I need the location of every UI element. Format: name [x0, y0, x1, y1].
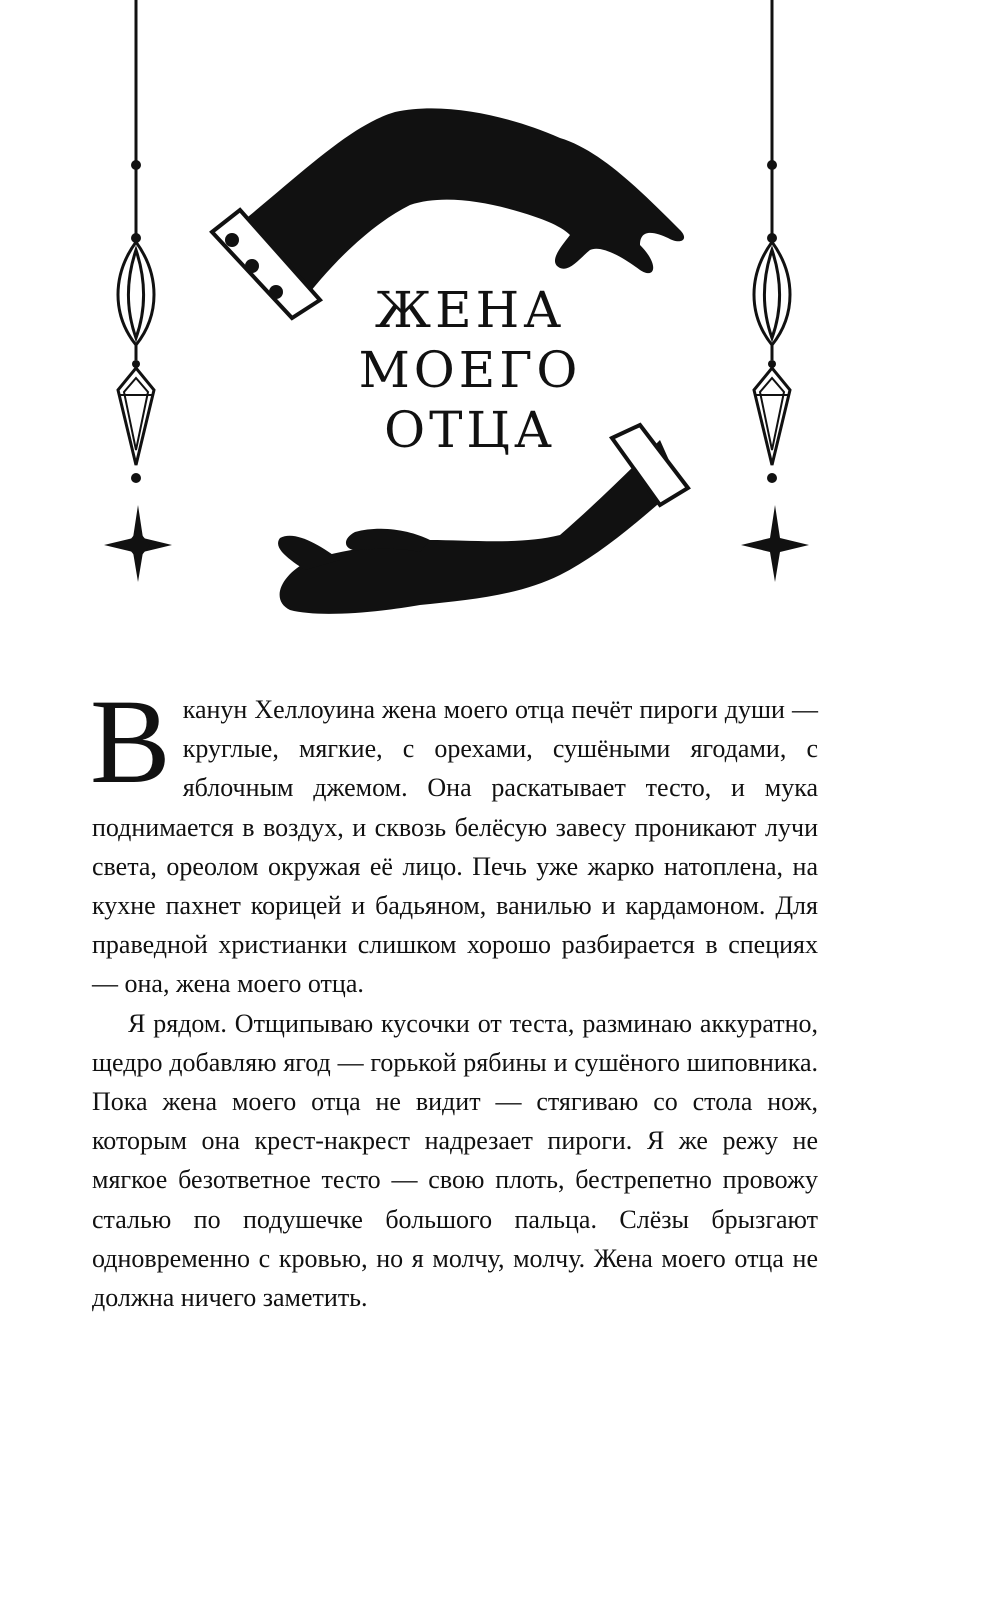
chapter-title-line-1: ЖЕНА [374, 281, 566, 339]
chapter-body [90, 675, 818, 1317]
pendant-right-icon [754, 0, 790, 483]
paragraph [92, 1004, 818, 1318]
chapter-title-line-2: МОЕГО [358, 341, 582, 399]
drop-cap: В [90, 675, 171, 809]
paragraph [90, 675, 818, 1004]
chapter-title [300, 280, 640, 460]
paragraph-2-text: Я рядом. Отщипываю кусочки от теста, разминаю аккуратно, щедро добавляю ягод — горькой рябины и сушёного шиповника. Пока жена моего отца не видит — стягиваю со стола нож, которым она крест-накрест надрезает пироги. Я же режу не мягкое безответное тесто — свою плоть, бестрепетно провожу сталью по подушечке большого пальца. Слёзы брызгают одновременно с кровью, но я молчу, молчу. Жена моего отца не должна ничего заметить. [92, 1008, 818, 1313]
paragraph-1-text: канун Хеллоуина жена моего отца печёт пироги души — круглые, мягкие, с орехами, сушёными ягодами, с яблочным джемом. Она раскатывает тесто, и мука поднимается в воздух, и сквозь белёсую завесу проникают лучи света, ореолом окружая её лицо. Печь уже жарко натоплена, на кухне пахнет корицей и бадьяном, ванилью и кардамоном. Для праведной христианки слишком хорошо разбирается в специях — она, жена моего отца. [92, 695, 818, 999]
star-left-icon [104, 505, 172, 582]
chapter-title-line-3: ОТЦА [384, 401, 556, 459]
pendant-left-icon [118, 0, 154, 483]
star-right-icon [741, 505, 809, 582]
